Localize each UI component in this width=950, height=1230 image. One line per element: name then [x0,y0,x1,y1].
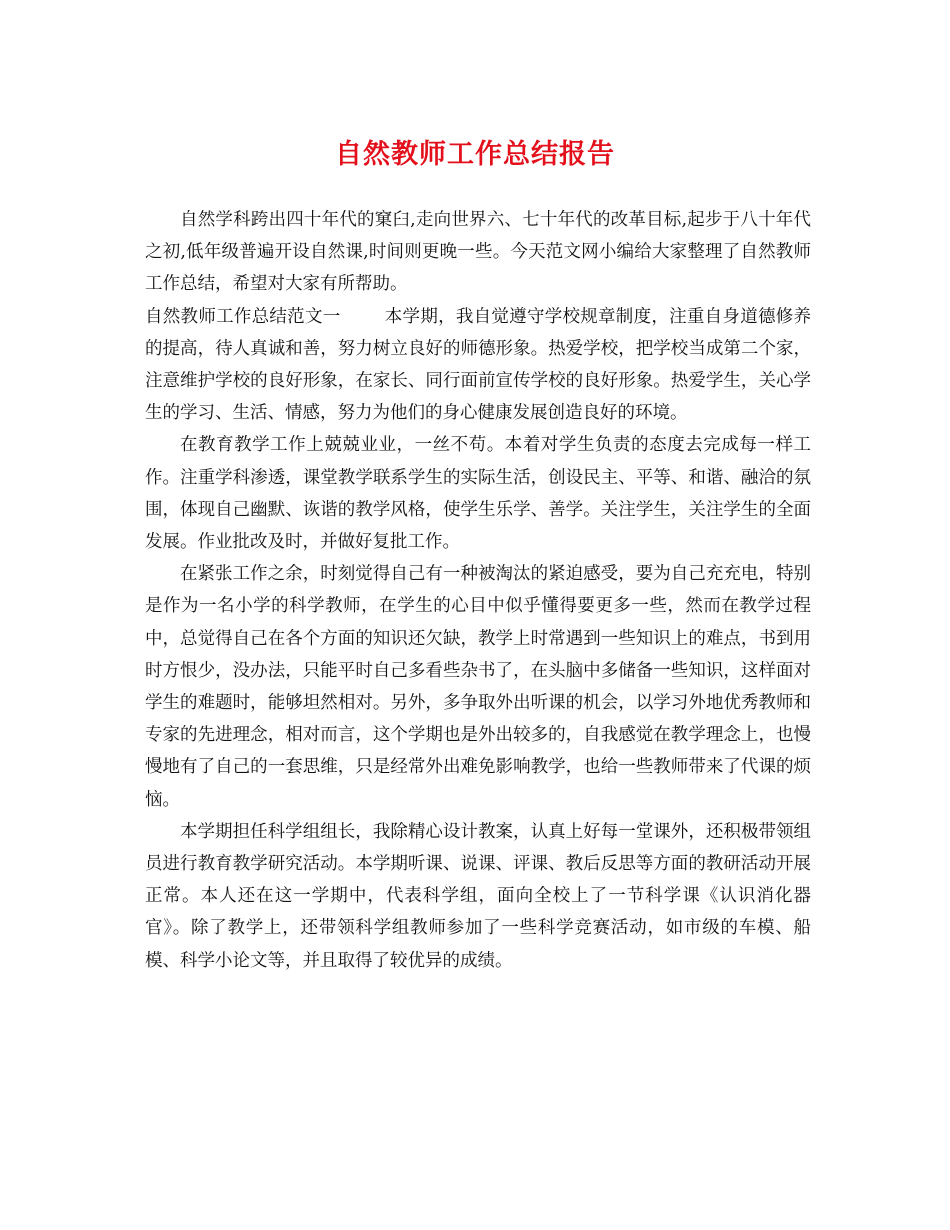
sample-label: 自然教师工作总结范文一 [145,306,341,327]
paragraph-3: 在紧张工作之余，时刻觉得自己有一种被淘汰的紧迫感受，要为自己充充电，特别是作为一名小学的科学教师，在学生的心目中似乎懂得要更多一些，然而在教学过程中，总觉得自己在各个方面的知识还欠缺，教学上时常遇到一些知识上的难点，书到用时方恨少，没办法，只能平时自己多看些杂书了，在头脑中多储备一些知识，这样面对学生的难题时，能够坦然相对。另外，多争取外出听课的机会，以学习外地优秀教师和专家的先进理念，相对而言，这个学期也是外出较多的，自我感觉在教学理念上，也慢慢地有了自己的一套思维，只是经常外出难免影响教学，也给一些教师带来了代课的烦恼。 [145,564,811,810]
sample-paragraph-1 [145,301,811,430]
intro-paragraph: 自然学科跨出四十年代的窠臼,走向世界六、七十年代的改革目标,起步于八十年代之初,低年级普遍开设自然课,时间则更晚一些。今天范文网小编给大家整理了自然教师工作总结，希望对大家有所帮助。 [145,210,811,295]
paragraph-4: 本学期担任科学组组长，我除精心设计教案，认真上好每一堂课外，还积极带领组员进行教育教学研究活动。本学期听课、说课、评课、教后反思等方面的教研活动开展正常。本人还在这一学期中，代表科学组，面向全校上了一节科学课《认识消化器官》。除了教学上，还带领科学组教师参加了一些科学竞赛活动，如市级的车模、船模、科学小论文等，并且取得了较优异的成绩。 [145,821,811,971]
document-body [145,204,811,977]
paragraph-1-text: 本学期，我自觉遵守学校规章制度，注重自身道德修养的提高，待人真诚和善，努力树立良好的师德形象。热爱学校，把学校当成第二个家，注意维护学校的良好形象，在家长、同行面前宣传学校的良好形象。热爱学生，关心学生的学习、生活、情感，努力为他们的身心健康发展创造良好的环境。 [145,306,812,424]
paragraph-2: 在教育教学工作上兢兢业业，一丝不苟。本着对学生负责的态度去完成每一样工作。注重学科渗透，课堂教学联系学生的实际生活，创设民主、平等、和谐、融洽的氛围，体现自己幽默、诙谐的教学风格，使学生乐学、善学。关注学生，关注学生的全面发展。作业批改及时，并做好复批工作。 [145,435,811,553]
document-title: 自然教师工作总结报告 [335,139,615,170]
